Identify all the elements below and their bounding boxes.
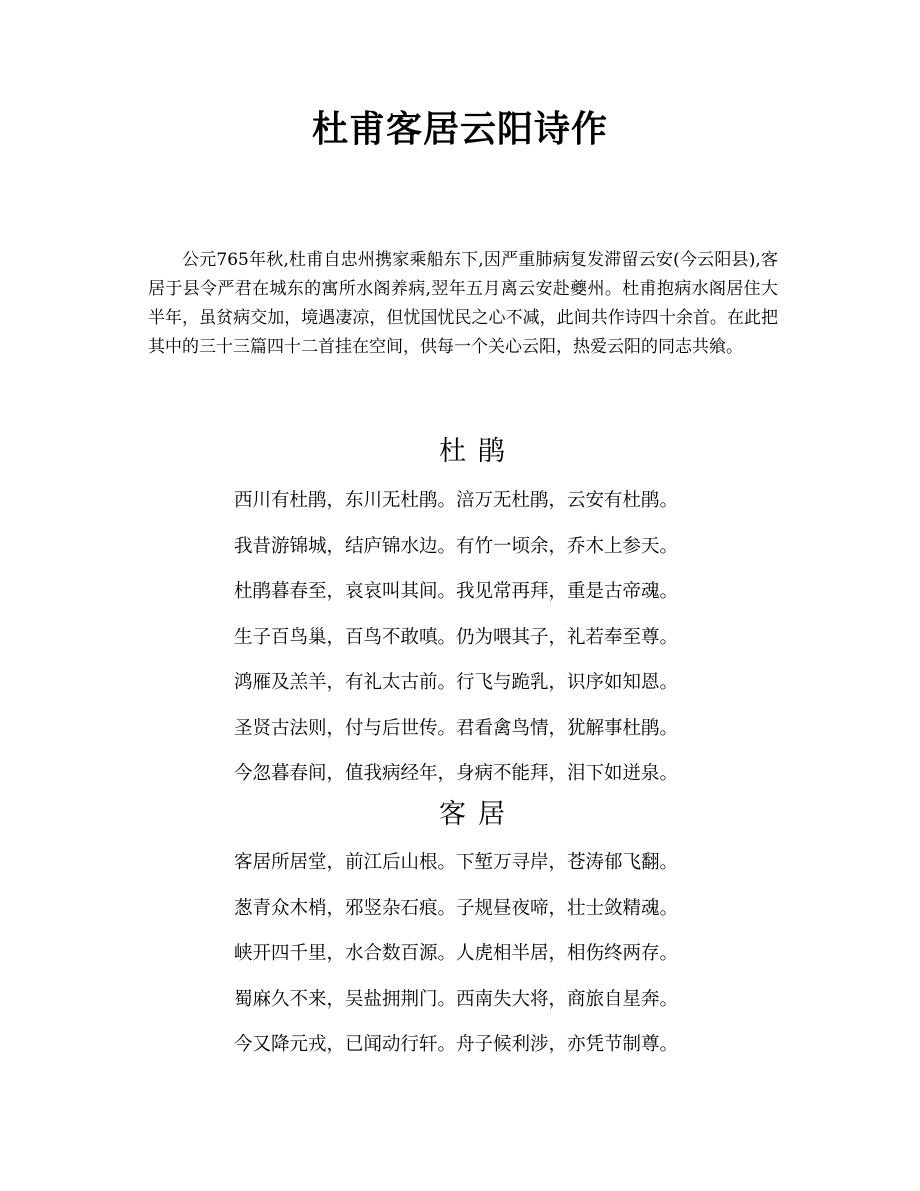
verse-line: 鸿雁及羔羊，有礼太古前。行飞与跪乳，识序如知恩。 <box>234 672 679 693</box>
intro-text: 公元765年秋,杜甫自忠州携家乘船东下,因严重肺病复发滞留云安(今云阳县),客居于县令严君在城东的寓所水阁养病,翌年五月离云安赴夔州。杜甫抱病水阁居住大半年，虽贫病交加，境遇凄凉，但忧国忧民之心不减，此间共作诗四十余首。在此把其中的三十三篇四十二首挂在空间，供每一个关心云阳，热爱云阳的同志共飨。 <box>148 250 778 357</box>
verse-line: 客居所居堂，前江后山根。下堑万寻岸，苍涛郁飞翻。 <box>234 852 679 873</box>
verse-line: 圣贤古法则，付与后世传。君看禽鸟情，犹解事杜鹃。 <box>234 717 679 739</box>
verse-line: 今忽暮春间，值我病经年，身病不能拜，泪下如迸泉。 <box>234 763 679 784</box>
verse-line: 蜀麻久不来，吴盐拥荆门。西南失大将，商旅自星奔。 <box>234 988 679 1010</box>
verse-line: 葱青众木梢，邪竖杂石痕。子规昼夜啼，壮士敛精魂。 <box>234 897 679 919</box>
verse-line: 今又降元戎，已闻动行轩。舟子候利涉，亦凭节制尊。 <box>234 1034 679 1055</box>
document-title: 杜甫客居云阳诗作 <box>311 108 608 150</box>
poem-body-keju <box>234 850 794 1078</box>
verse-line: 西川有杜鹃，东川无杜鹃。涪万无杜鹃，云安有杜鹃。 <box>234 490 679 511</box>
poem-title-keju: 客居 <box>439 799 517 830</box>
poem-title-dujuan: 杜鹃 <box>439 436 517 467</box>
verse-line: 峡开四千里，水合数百源。人虎相半居，相伤终两存。 <box>234 943 679 964</box>
verse-line: 杜鹃暮春至，哀哀叫其间。我见常再拜，重是古帝魂。 <box>234 581 679 602</box>
poem-body-dujuan <box>234 488 794 807</box>
verse-line: 生子百鸟巢，百鸟不敢嗔。仍为喂其子，礼若奉至尊。 <box>234 626 679 648</box>
intro-paragraph <box>148 246 778 362</box>
verse-line: 我昔游锦城，结庐锦水边。有竹一顷余，乔木上参天。 <box>234 535 679 557</box>
